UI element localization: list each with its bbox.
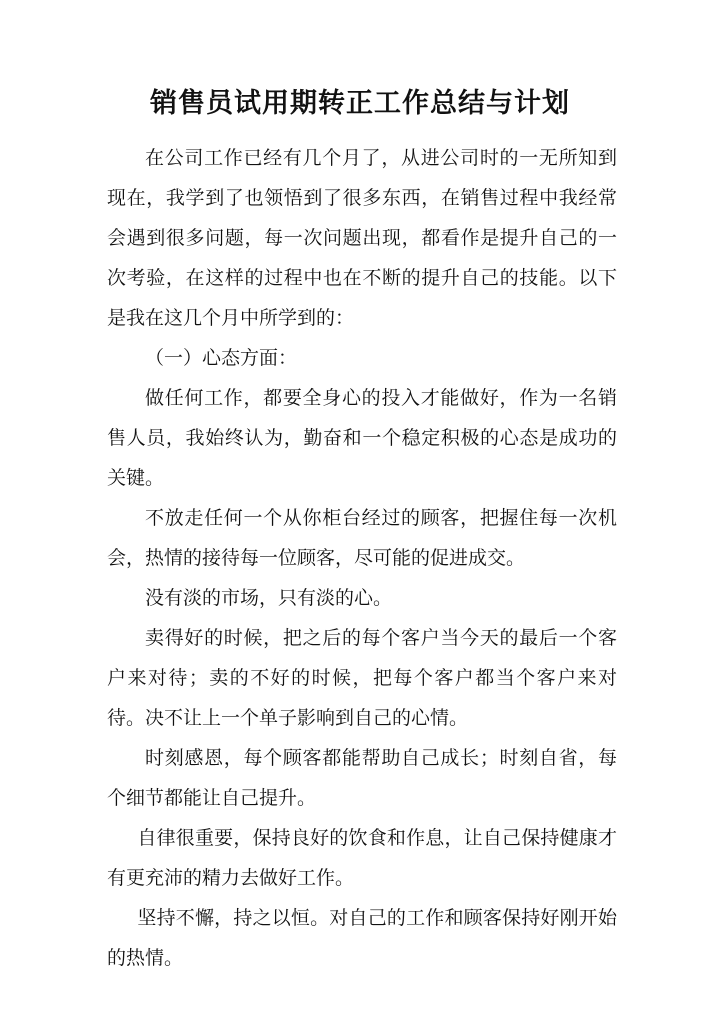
- document-body: [107, 138, 617, 978]
- paragraph-every-customer: 不放走任何一个从你柜台经过的顾客，把握住每一次机会，热情的接待每一位顾客，尽可能的促进成交。: [107, 507, 617, 569]
- paragraph-market-mindset: 没有淡的市场，只有淡的心。: [145, 587, 393, 609]
- paragraph-gratitude: 时刻感恩，每个顾客都能帮助自己成长；时刻自省，每个细节都能让自己提升。: [107, 747, 617, 809]
- paragraph-perseverance: 坚持不懈，持之以恒。对自己的工作和顾客保持好刚开始的热情。: [107, 907, 617, 969]
- section-heading-mindset: （一）心态方面：: [145, 347, 298, 369]
- paragraph-intro: 在公司工作已经有几个月了，从进公司时的一无所知到现在，我学到了也领悟到了很多东西，在销售过程中我经常会遇到很多问题，每一次问题出现，都看作是提升自己的一次考验，在这样的过程中也在不断的提升自己的技能。以下是我在这几个月中所学到的：: [107, 147, 617, 329]
- document-title: 销售员试用期转正工作总结与计划: [150, 88, 570, 119]
- paragraph-treat-customers: 卖得好的时候，把之后的每个客户当今天的最后一个客户来对待；卖的不好的时候，把每个客户都当个客户来对待。决不让上一个单子影响到自己的心情。: [107, 627, 617, 729]
- paragraph-self-discipline: 自律很重要，保持良好的饮食和作息，让自己保持健康才有更充沛的精力去做好工作。: [107, 827, 617, 889]
- paragraph-dedication: 做任何工作，都要全身心的投入才能做好，作为一名销售人员，我始终认为，勤奋和一个稳定积极的心态是成功的关键。: [107, 387, 617, 489]
